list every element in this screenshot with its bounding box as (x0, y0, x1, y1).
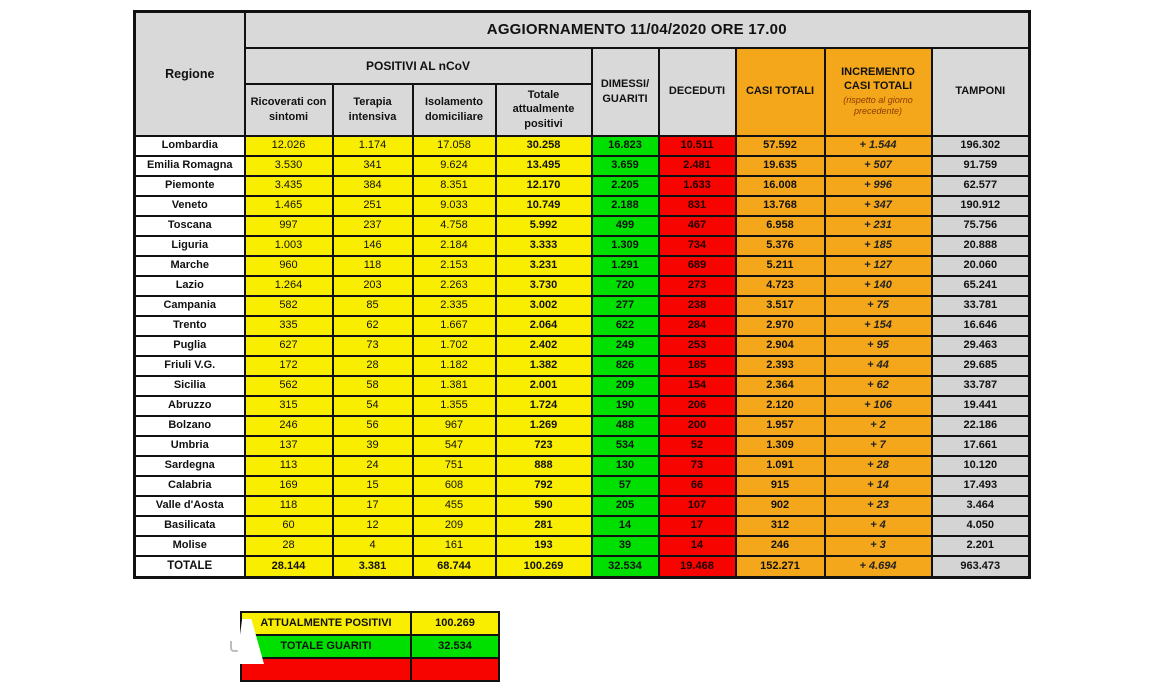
cell-casi-totali: 1.957 (736, 416, 825, 436)
table-row (135, 456, 1030, 476)
cell-terapia-intensiva: 251 (333, 196, 413, 216)
cell-totale-positivi: 888 (496, 456, 592, 476)
cell-incremento: + 28 (825, 456, 932, 476)
header-ricoverati: Ricoverati con sintomi (245, 84, 333, 136)
cell-terapia-intensiva: 28 (333, 356, 413, 376)
cell-dimessi-guariti: 57 (592, 476, 659, 496)
cell-ricoverati: 1.264 (245, 276, 333, 296)
cell-casi-totali: 902 (736, 496, 825, 516)
cell-tamponi: 65.241 (932, 276, 1030, 296)
cell-totale-positivi: 1.382 (496, 356, 592, 376)
table-row (135, 256, 1030, 276)
cell-dimessi-guariti: 720 (592, 276, 659, 296)
cell-regione: Basilicata (135, 516, 245, 536)
cell-regione: Sardegna (135, 456, 245, 476)
cell-tamponi: 22.186 (932, 416, 1030, 436)
cell-deceduti: 200 (659, 416, 736, 436)
cell-incremento: + 1.544 (825, 136, 932, 156)
cell-tamponi: 196.302 (932, 136, 1030, 156)
cell-dimessi-guariti: 622 (592, 316, 659, 336)
cell-casi-totali: 5.376 (736, 236, 825, 256)
cell-terapia-intensiva: 24 (333, 456, 413, 476)
header-terapia-intensiva: Terapia intensiva (333, 84, 413, 136)
cell-isolamento: 2.184 (413, 236, 496, 256)
cell-incremento: + 95 (825, 336, 932, 356)
table-row (135, 156, 1030, 176)
table-row (135, 516, 1030, 536)
cell-casi-totali: 13.768 (736, 196, 825, 216)
cell-casi-totali: 1.091 (736, 456, 825, 476)
cell-isolamento: 2.153 (413, 256, 496, 276)
cell-terapia-intensiva: 203 (333, 276, 413, 296)
cell-incremento: + 4 (825, 516, 932, 536)
cell-ricoverati: 582 (245, 296, 333, 316)
table-body (135, 136, 1030, 578)
cell-tamponi: 17.493 (932, 476, 1030, 496)
cell-deceduti: 284 (659, 316, 736, 336)
cell-dimessi-guariti: 249 (592, 336, 659, 356)
header-isolamento: Isolamento domiciliare (413, 84, 496, 136)
summary-row (241, 635, 499, 658)
cell-terapia-intensiva: 384 (333, 176, 413, 196)
cell-incremento: + 7 (825, 436, 932, 456)
cell-tamponi: 29.685 (932, 356, 1030, 376)
cell-incremento: + 3 (825, 536, 932, 556)
cell-tamponi: 75.756 (932, 216, 1030, 236)
cell-tamponi: 3.464 (932, 496, 1030, 516)
cell-tamponi: 4.050 (932, 516, 1030, 536)
cell-totale-positivi: 723 (496, 436, 592, 456)
cell-tamponi: 17.661 (932, 436, 1030, 456)
cell-deceduti: 238 (659, 296, 736, 316)
header-totale-positivi: Totale attualmente positivi (496, 84, 592, 136)
cell-incremento: + 996 (825, 176, 932, 196)
cell-ricoverati: 997 (245, 216, 333, 236)
cell-isolamento: 68.744 (413, 556, 496, 578)
cell-terapia-intensiva: 1.174 (333, 136, 413, 156)
cell-ricoverati: 3.435 (245, 176, 333, 196)
cell-totale-positivi: 2.064 (496, 316, 592, 336)
cell-deceduti: 17 (659, 516, 736, 536)
header-dimessi-line1: DIMESSI/ (600, 78, 650, 91)
cell-dimessi-guariti: 209 (592, 376, 659, 396)
cell-regione: Marche (135, 256, 245, 276)
table-row (135, 276, 1030, 296)
cell-incremento: + 75 (825, 296, 932, 316)
cell-regione: Bolzano (135, 416, 245, 436)
cell-ricoverati: 562 (245, 376, 333, 396)
cell-tamponi: 33.781 (932, 296, 1030, 316)
cell-incremento: + 185 (825, 236, 932, 256)
cell-isolamento: 8.351 (413, 176, 496, 196)
table-row (135, 296, 1030, 316)
cell-regione: Abruzzo (135, 396, 245, 416)
cell-isolamento: 547 (413, 436, 496, 456)
cell-incremento: + 14 (825, 476, 932, 496)
cell-dimessi-guariti: 14 (592, 516, 659, 536)
cell-isolamento: 1.702 (413, 336, 496, 356)
cell-dimessi-guariti: 3.659 (592, 156, 659, 176)
cell-tamponi: 10.120 (932, 456, 1030, 476)
cell-casi-totali: 1.309 (736, 436, 825, 456)
cell-regione: Calabria (135, 476, 245, 496)
cell-deceduti: 14 (659, 536, 736, 556)
cell-totale-positivi: 2.402 (496, 336, 592, 356)
cell-ricoverati: 335 (245, 316, 333, 336)
page-title: AGGIORNAMENTO 11/04/2020 ORE 17.00 (245, 12, 1030, 48)
table-row (135, 336, 1030, 356)
cell-tamponi: 91.759 (932, 156, 1030, 176)
table-row (135, 436, 1030, 456)
cell-ricoverati: 246 (245, 416, 333, 436)
cell-isolamento: 9.624 (413, 156, 496, 176)
cell-incremento: + 127 (825, 256, 932, 276)
scan-artifact-mark (230, 641, 238, 652)
cell-regione: TOTALE (135, 556, 245, 578)
cell-isolamento: 608 (413, 476, 496, 496)
cell-ricoverati: 960 (245, 256, 333, 276)
cell-dimessi-guariti: 39 (592, 536, 659, 556)
cell-regione: Trento (135, 316, 245, 336)
cell-deceduti: 66 (659, 476, 736, 496)
cell-dimessi-guariti: 130 (592, 456, 659, 476)
cell-deceduti: 273 (659, 276, 736, 296)
covid-update-table (133, 10, 1031, 579)
cell-incremento: + 4.694 (825, 556, 932, 578)
cell-totale-positivi: 3.333 (496, 236, 592, 256)
cell-dimessi-guariti: 277 (592, 296, 659, 316)
cell-tamponi: 20.888 (932, 236, 1030, 256)
cell-isolamento: 967 (413, 416, 496, 436)
summary-body (241, 612, 499, 681)
header-casi-totali: CASI TOTALI (736, 48, 825, 136)
cell-regione: Toscana (135, 216, 245, 236)
cell-deceduti: 185 (659, 356, 736, 376)
cell-isolamento: 2.335 (413, 296, 496, 316)
cell-casi-totali: 152.271 (736, 556, 825, 578)
cell-casi-totali: 2.364 (736, 376, 825, 396)
cell-casi-totali: 57.592 (736, 136, 825, 156)
cell-isolamento: 751 (413, 456, 496, 476)
summary-value: 100.269 (411, 612, 499, 635)
cell-deceduti: 1.633 (659, 176, 736, 196)
cell-deceduti: 73 (659, 456, 736, 476)
cell-casi-totali: 6.958 (736, 216, 825, 236)
cell-ricoverati: 137 (245, 436, 333, 456)
cell-tamponi: 2.201 (932, 536, 1030, 556)
cell-regione: Friuli V.G. (135, 356, 245, 376)
header-dimessi-guariti (592, 48, 659, 136)
cell-totale-positivi: 3.002 (496, 296, 592, 316)
cell-deceduti: 831 (659, 196, 736, 216)
cell-deceduti: 467 (659, 216, 736, 236)
cell-regione: Puglia (135, 336, 245, 356)
cell-tamponi: 20.060 (932, 256, 1030, 276)
cell-isolamento: 2.263 (413, 276, 496, 296)
cell-regione: Umbria (135, 436, 245, 456)
cell-incremento: + 140 (825, 276, 932, 296)
cell-deceduti: 19.468 (659, 556, 736, 578)
table-row (135, 476, 1030, 496)
header-dimessi-line2: GUARITI (602, 92, 648, 105)
cell-tamponi: 963.473 (932, 556, 1030, 578)
cell-dimessi-guariti: 1.291 (592, 256, 659, 276)
cell-totale-positivi: 1.269 (496, 416, 592, 436)
cell-isolamento: 209 (413, 516, 496, 536)
table-row (135, 496, 1030, 516)
cell-deceduti: 206 (659, 396, 736, 416)
cell-isolamento: 161 (413, 536, 496, 556)
cell-deceduti: 107 (659, 496, 736, 516)
cell-dimessi-guariti: 205 (592, 496, 659, 516)
cell-isolamento: 455 (413, 496, 496, 516)
cell-terapia-intensiva: 237 (333, 216, 413, 236)
cell-isolamento: 17.058 (413, 136, 496, 156)
cell-totale-positivi: 5.992 (496, 216, 592, 236)
cell-totale-positivi: 281 (496, 516, 592, 536)
header-regione: Regione (135, 12, 245, 136)
header-incremento (825, 48, 932, 136)
table-row (135, 356, 1030, 376)
cell-ricoverati: 118 (245, 496, 333, 516)
cell-ricoverati: 113 (245, 456, 333, 476)
cell-deceduti: 52 (659, 436, 736, 456)
table-row (135, 196, 1030, 216)
cell-tamponi: 29.463 (932, 336, 1030, 356)
cell-regione: Campania (135, 296, 245, 316)
cell-casi-totali: 915 (736, 476, 825, 496)
summary-label: ATTUALMENTE POSITIVI (241, 612, 411, 635)
cell-regione: Lombardia (135, 136, 245, 156)
cell-dimessi-guariti: 32.534 (592, 556, 659, 578)
summary-label: TOTALE GUARITI (241, 635, 411, 658)
cell-terapia-intensiva: 12 (333, 516, 413, 536)
cell-ricoverati: 12.026 (245, 136, 333, 156)
cell-deceduti: 10.511 (659, 136, 736, 156)
cell-totale-positivi: 1.724 (496, 396, 592, 416)
cell-regione: Veneto (135, 196, 245, 216)
cell-totale-positivi: 3.730 (496, 276, 592, 296)
cell-dimessi-guariti: 2.205 (592, 176, 659, 196)
cell-ricoverati: 1.465 (245, 196, 333, 216)
summary-label (241, 658, 411, 681)
cell-dimessi-guariti: 534 (592, 436, 659, 456)
table-row (135, 416, 1030, 436)
cell-ricoverati: 169 (245, 476, 333, 496)
table-row (135, 136, 1030, 156)
cell-ricoverati: 28 (245, 536, 333, 556)
table-row (135, 316, 1030, 336)
table-row (135, 396, 1030, 416)
cell-dimessi-guariti: 488 (592, 416, 659, 436)
cell-terapia-intensiva: 58 (333, 376, 413, 396)
cell-casi-totali: 16.008 (736, 176, 825, 196)
header-group-positivi: POSITIVI AL nCoV (245, 48, 592, 84)
cell-totale-positivi: 30.258 (496, 136, 592, 156)
cell-regione: Lazio (135, 276, 245, 296)
cell-deceduti: 2.481 (659, 156, 736, 176)
cell-terapia-intensiva: 15 (333, 476, 413, 496)
cell-casi-totali: 2.970 (736, 316, 825, 336)
cell-isolamento: 1.667 (413, 316, 496, 336)
cell-casi-totali: 2.393 (736, 356, 825, 376)
cell-isolamento: 9.033 (413, 196, 496, 216)
cell-ricoverati: 3.530 (245, 156, 333, 176)
cell-ricoverati: 28.144 (245, 556, 333, 578)
cell-casi-totali: 19.635 (736, 156, 825, 176)
cell-incremento: + 231 (825, 216, 932, 236)
cell-tamponi: 19.441 (932, 396, 1030, 416)
cell-totale-positivi: 3.231 (496, 256, 592, 276)
cell-regione: Liguria (135, 236, 245, 256)
cell-dimessi-guariti: 826 (592, 356, 659, 376)
cell-deceduti: 253 (659, 336, 736, 356)
summary-table (240, 611, 500, 682)
table-row (135, 236, 1030, 256)
table-row (135, 216, 1030, 236)
cell-incremento: + 23 (825, 496, 932, 516)
cell-terapia-intensiva: 3.381 (333, 556, 413, 578)
cell-terapia-intensiva: 39 (333, 436, 413, 456)
cell-regione: Piemonte (135, 176, 245, 196)
summary-value: 32.534 (411, 635, 499, 658)
cell-casi-totali: 4.723 (736, 276, 825, 296)
cell-terapia-intensiva: 54 (333, 396, 413, 416)
cell-dimessi-guariti: 499 (592, 216, 659, 236)
cell-totale-positivi: 10.749 (496, 196, 592, 216)
cell-terapia-intensiva: 56 (333, 416, 413, 436)
cell-terapia-intensiva: 4 (333, 536, 413, 556)
summary-row (241, 658, 499, 681)
cell-tamponi: 16.646 (932, 316, 1030, 336)
cell-terapia-intensiva: 146 (333, 236, 413, 256)
header-tamponi: TAMPONI (932, 48, 1030, 136)
header-incremento-note: (rispetto al giorno precedente) (843, 94, 913, 116)
cell-ricoverati: 627 (245, 336, 333, 356)
header-incremento-label: INCREMENTO CASI TOTALI (841, 66, 915, 93)
cell-totale-positivi: 13.495 (496, 156, 592, 176)
header-deceduti: DECEDUTI (659, 48, 736, 136)
cell-tamponi: 62.577 (932, 176, 1030, 196)
total-row (135, 556, 1030, 578)
cell-terapia-intensiva: 62 (333, 316, 413, 336)
cell-ricoverati: 172 (245, 356, 333, 376)
cell-incremento: + 154 (825, 316, 932, 336)
cell-incremento: + 2 (825, 416, 932, 436)
cell-regione: Emilia Romagna (135, 156, 245, 176)
cell-dimessi-guariti: 2.188 (592, 196, 659, 216)
cell-casi-totali: 2.120 (736, 396, 825, 416)
cell-incremento: + 44 (825, 356, 932, 376)
cell-regione: Sicilia (135, 376, 245, 396)
cell-incremento: + 62 (825, 376, 932, 396)
cell-terapia-intensiva: 341 (333, 156, 413, 176)
cell-deceduti: 154 (659, 376, 736, 396)
cell-casi-totali: 246 (736, 536, 825, 556)
cell-incremento: + 347 (825, 196, 932, 216)
cell-deceduti: 734 (659, 236, 736, 256)
cell-terapia-intensiva: 118 (333, 256, 413, 276)
cell-totale-positivi: 590 (496, 496, 592, 516)
cell-incremento: + 106 (825, 396, 932, 416)
summary-value (411, 658, 499, 681)
cell-terapia-intensiva: 85 (333, 296, 413, 316)
cell-dimessi-guariti: 1.309 (592, 236, 659, 256)
cell-regione: Valle d'Aosta (135, 496, 245, 516)
cell-totale-positivi: 2.001 (496, 376, 592, 396)
cell-casi-totali: 5.211 (736, 256, 825, 276)
table-row (135, 536, 1030, 556)
table-row (135, 376, 1030, 396)
table-row (135, 176, 1030, 196)
cell-totale-positivi: 100.269 (496, 556, 592, 578)
cell-ricoverati: 315 (245, 396, 333, 416)
cell-totale-positivi: 792 (496, 476, 592, 496)
cell-dimessi-guariti: 16.823 (592, 136, 659, 156)
cell-casi-totali: 312 (736, 516, 825, 536)
cell-ricoverati: 60 (245, 516, 333, 536)
cell-tamponi: 190.912 (932, 196, 1030, 216)
cell-terapia-intensiva: 73 (333, 336, 413, 356)
cell-isolamento: 1.381 (413, 376, 496, 396)
cell-ricoverati: 1.003 (245, 236, 333, 256)
cell-casi-totali: 2.904 (736, 336, 825, 356)
cell-totale-positivi: 193 (496, 536, 592, 556)
cell-totale-positivi: 12.170 (496, 176, 592, 196)
cell-dimessi-guariti: 190 (592, 396, 659, 416)
cell-isolamento: 1.182 (413, 356, 496, 376)
cell-isolamento: 1.355 (413, 396, 496, 416)
cell-terapia-intensiva: 17 (333, 496, 413, 516)
cell-regione: Molise (135, 536, 245, 556)
cell-deceduti: 689 (659, 256, 736, 276)
summary-row (241, 612, 499, 635)
cell-isolamento: 4.758 (413, 216, 496, 236)
cell-tamponi: 33.787 (932, 376, 1030, 396)
cell-casi-totali: 3.517 (736, 296, 825, 316)
cell-incremento: + 507 (825, 156, 932, 176)
